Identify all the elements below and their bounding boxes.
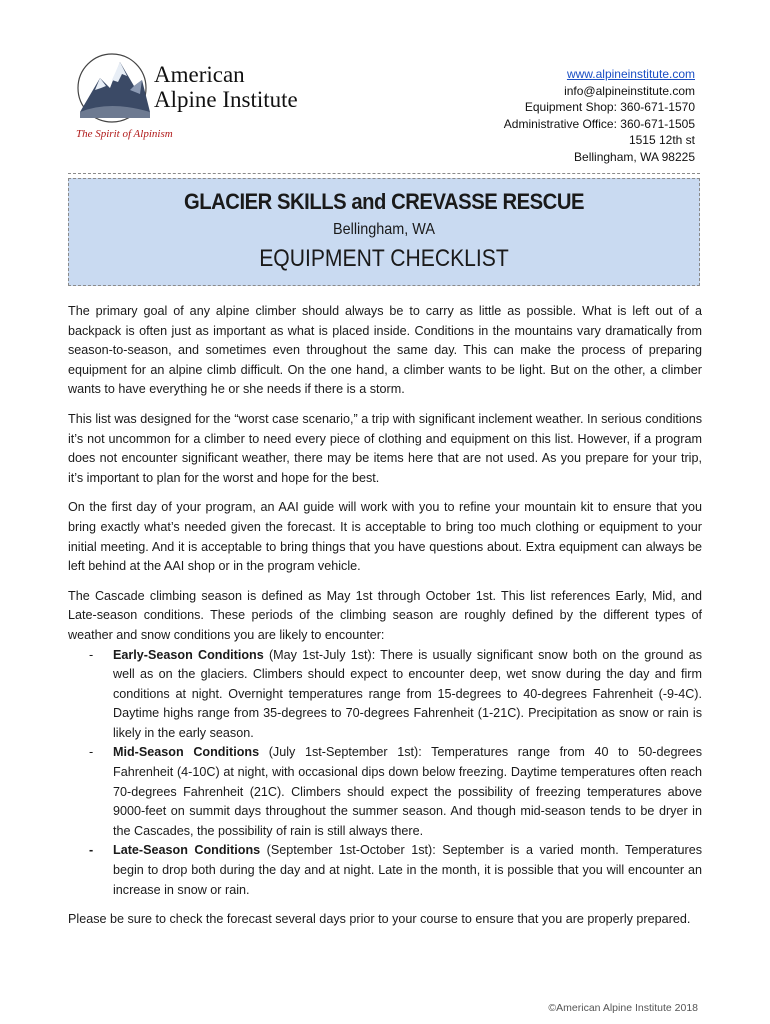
list-dash: - <box>89 745 94 760</box>
body-text <box>68 302 702 940</box>
tagline: The Spirit of Alpinism <box>76 128 173 140</box>
contact-block <box>504 66 695 166</box>
season-text: (September 1st-October 1st): September is a varied month. Temperatures begin to drop both during the day and at night. Late in the month, it is possible that you will encounter an increase in snow or rain. <box>113 843 703 897</box>
season-label: Mid-Season Conditions <box>113 745 260 760</box>
website-link[interactable]: www.alpineinstitute.com <box>566 67 695 81</box>
document-title: EQUIPMENT CHECKLIST <box>259 245 509 272</box>
season-text: (May 1st-July 1st): There is usually significant snow both on the ground as well as on the glaciers. Climbers should expect to encounter deep, wet snow during the day and firm conditions at night. Overnight temperatures range from 15-degrees to 40-degrees Fahrenheit (-9-4C). Daytime highs range from 35-degrees to 70-degrees Fahrenheit (1-21C). Precipitation as snow or rain is likely in the early season. <box>113 647 702 740</box>
season-intro-paragraph: The Cascade climbing season is defined as May 1st through October 1st. This list references Early, Mid, and Late-season conditions. These periods of the climbing season are roughly defined by the different types of weather and snow conditions you are likely to encounter: <box>68 588 702 642</box>
mountain-logo-icon <box>70 50 160 130</box>
copyright-footer: ©American Alpine Institute 2018 <box>548 1002 698 1014</box>
course-location: Bellingham, WA <box>333 221 435 238</box>
list-dash: - <box>89 843 94 858</box>
title-box <box>68 178 700 286</box>
office-phone: Administrative Office: 360-671-1505 <box>503 116 695 131</box>
org-name-line1: American <box>154 62 245 87</box>
season-label: Late-Season Conditions <box>113 843 261 858</box>
street-address: 1515 12th st <box>628 133 695 148</box>
city-address: Bellingham, WA 98225 <box>574 149 695 164</box>
list-item <box>68 841 702 900</box>
list-dash: - <box>89 647 94 662</box>
org-name-line2: Alpine Institute <box>154 87 298 112</box>
aai-logo <box>70 50 310 150</box>
shop-phone: Equipment Shop: 360-671-1570 <box>524 100 695 115</box>
worst-case-paragraph: This list was designed for the “worst case scenario,” a trip with significant inclement weather. In serious conditions it’s not uncommon for a climber to need every piece of clothing and equipment on this list. However, if a program does not encounter significant weather, there may be items here that are not used. As you prepare for your trip, it’s important to plan for the worst and hope for the best. <box>68 411 702 485</box>
list-item <box>68 743 702 841</box>
list-item <box>68 646 702 744</box>
season-list <box>68 646 702 901</box>
email-address: info@alpineinstitute.com <box>564 83 695 98</box>
org-name <box>154 62 298 112</box>
course-title: GLACIER SKILLS and CREVASSE RESCUE <box>183 189 585 214</box>
season-label: Early-Season Conditions <box>113 647 264 662</box>
header-divider <box>68 173 700 174</box>
season-text: (July 1st-September 1st): Temperatures range from 40 to 50-degrees Fahrenheit (4-10C) at night, with occasional dips down below freezing. Daytime temperatures often reach 70-degrees Fahrenheit (21C). Climbers should expect the possibility of freezing temperatures above 9000-feet on summit days throughout the summer season. And though mid-season tends to be dryer in the Cascades, the possibility of rain is still always there. <box>113 745 702 838</box>
forecast-paragraph: Please be sure to check the forecast several days prior to your course to ensure that you are properly prepared. <box>68 912 691 927</box>
first-day-paragraph: On the first day of your program, an AAI guide will work with you to refine your mountain kit to ensure that you bring exactly what’s needed given the forecast. It is acceptable to bring too much clothing or equipment to your initial meeting. And it is acceptable to bring things that you have questions about. Extra equipment can always be left behind at the AAI shop or in the program vehicle. <box>68 500 702 574</box>
intro-paragraph: The primary goal of any alpine climber should always be to carry as little as possible. What is left out of a backpack is often just as important as what is placed inside. Conditions in the mountains vary dramatically from season-to-season, and sometimes even throughout the same day. This can make the process of preparing equipment for an alpine climb difficult. On the one hand, a climber wants to be light. But on the other, a climber wants to have everything he or she needs if there is a storm. <box>68 304 702 397</box>
